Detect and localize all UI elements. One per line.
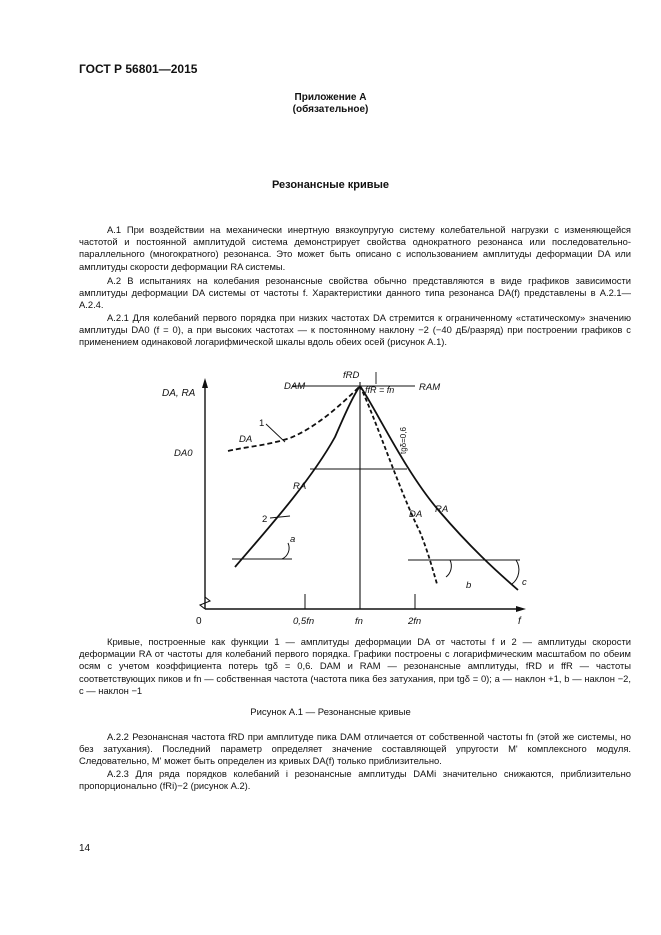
- da0-label: DA0: [174, 448, 193, 459]
- paragraph-a23-text: А.2.3 Для ряда порядков колебаний i резонансные амплитуды DAMi значительно снижаются, приблизительно пропорционально (fRi)−2 (рисунок А.2).: [79, 768, 631, 792]
- x-tick-half-fn: 0,5fn: [293, 616, 315, 627]
- paragraph-a23: [79, 768, 631, 792]
- slope-a-arc: [282, 543, 289, 559]
- curve1-label: 1: [259, 418, 265, 429]
- figure-caption: Рисунок А.1 — Резонансные кривые: [250, 707, 411, 718]
- figure-description-text: Кривые, построенные как функции 1 — амплитуды деформации DA от частоты f и 2 — амплитуды скорости деформации RA от частоты для колебаний первого порядка. Графики построены с логарифмическим масштабом по обеим осям с учетом коэффициента потерь tgδ = 0,6. DAM и RAM — резонансные амплитуды, fRD и ffR — частоты соответствующих пиков и fn — собственная частота (частота пика без затухания, при tgδ = 0); a — наклон +1, b — наклон −2, c — наклон −1: [79, 636, 631, 696]
- appendix-subtitle: (обязательное): [292, 104, 369, 115]
- ra-left-label: RA: [293, 481, 307, 492]
- appendix-title: Приложение А: [294, 92, 367, 103]
- y-axis-label: DA, RA: [162, 388, 196, 399]
- y-axis-arrow: [202, 378, 208, 388]
- paragraph-a2: [79, 275, 631, 312]
- ra-right-label: RA: [435, 504, 449, 515]
- curve1-leader: [266, 424, 285, 442]
- paragraph-a21: [79, 312, 631, 349]
- dam-label: DAM: [284, 381, 306, 392]
- figure-description: [79, 636, 631, 697]
- paragraph-a2-text: А.2 В испытаниях на колебания резонансные свойства обычно представляются в виде графиков зависимости амплитуды деформации DA системы от частоты f. Характеристики данного типа резонанса DA(f) представлены в А.2.1—А.2.4.: [79, 275, 631, 311]
- curve2-leader: [270, 516, 290, 518]
- document-header: ГОСТ Р 56801—2015: [79, 62, 198, 76]
- da-right-label: DA: [409, 509, 423, 520]
- curve2-label: 2: [262, 514, 268, 525]
- section-title: Резонансные кривые: [271, 179, 390, 191]
- slope-c-arc: [512, 560, 519, 584]
- origin-label: 0: [196, 616, 202, 627]
- slope-c-label: c: [522, 577, 527, 588]
- slope-b-arc: [446, 560, 451, 577]
- paragraph-a21-text: А.2.1 Для колебаний первого порядка при низких частотах DA стремится к ограниченному «статическому» значению амплитуды DA0 (f = 0), а при высоких частотах — к постоянному наклону −2 (−40 дБ/разряд) при построении графиков с применением одинаковой логарифмической шкалы вдоль обеих осей (рисунок А.1).: [79, 312, 631, 348]
- slope-a-label: a: [290, 534, 296, 545]
- ffr-label: ffR = fn: [365, 385, 395, 395]
- paragraph-a22-text: А.2.2 Резонансная частота fRD при амплитуде пика DAM отличается от собственной частоты fn (этой же системы, но без затухания). Последний параметр определяет значение составляющей упругости M' комплексного модуля. Следовательно, M' может быть определен из кривых DA(f) только приблизительно.: [79, 731, 631, 767]
- paragraph-a1: [79, 224, 631, 273]
- ra-curve-right: [360, 386, 518, 590]
- ra-curve-left: [235, 386, 360, 567]
- x-tick-fn: fn: [355, 616, 363, 627]
- page-number: 14: [79, 843, 91, 854]
- slope-b-label: b: [466, 580, 472, 591]
- da-curve-right: [360, 386, 437, 584]
- da-left-label: DA: [239, 434, 253, 445]
- frd-label: fRD: [343, 370, 360, 381]
- tg-label: tgδ=0,6: [399, 427, 408, 454]
- x-axis-arrow: [516, 606, 526, 612]
- paragraph-a22: [79, 731, 631, 768]
- resonance-figure: [150, 362, 550, 632]
- x-axis-label: f: [518, 616, 521, 627]
- paragraph-a1-text: А.1 При воздействии на механически инертную вязкоупругую систему колебательной нагрузки с изменяющейся частотой и постоянной амплитудой система демонстрирует свойства однократного резонанса или последовательно-параллельного (многократного) резонанса. Это может быть описано с использованием амплитуды деформации DA или амплитуды скорости деформации RA системы.: [79, 224, 631, 272]
- ram-label: RAM: [419, 382, 441, 393]
- x-tick-2fn: 2fn: [408, 616, 422, 627]
